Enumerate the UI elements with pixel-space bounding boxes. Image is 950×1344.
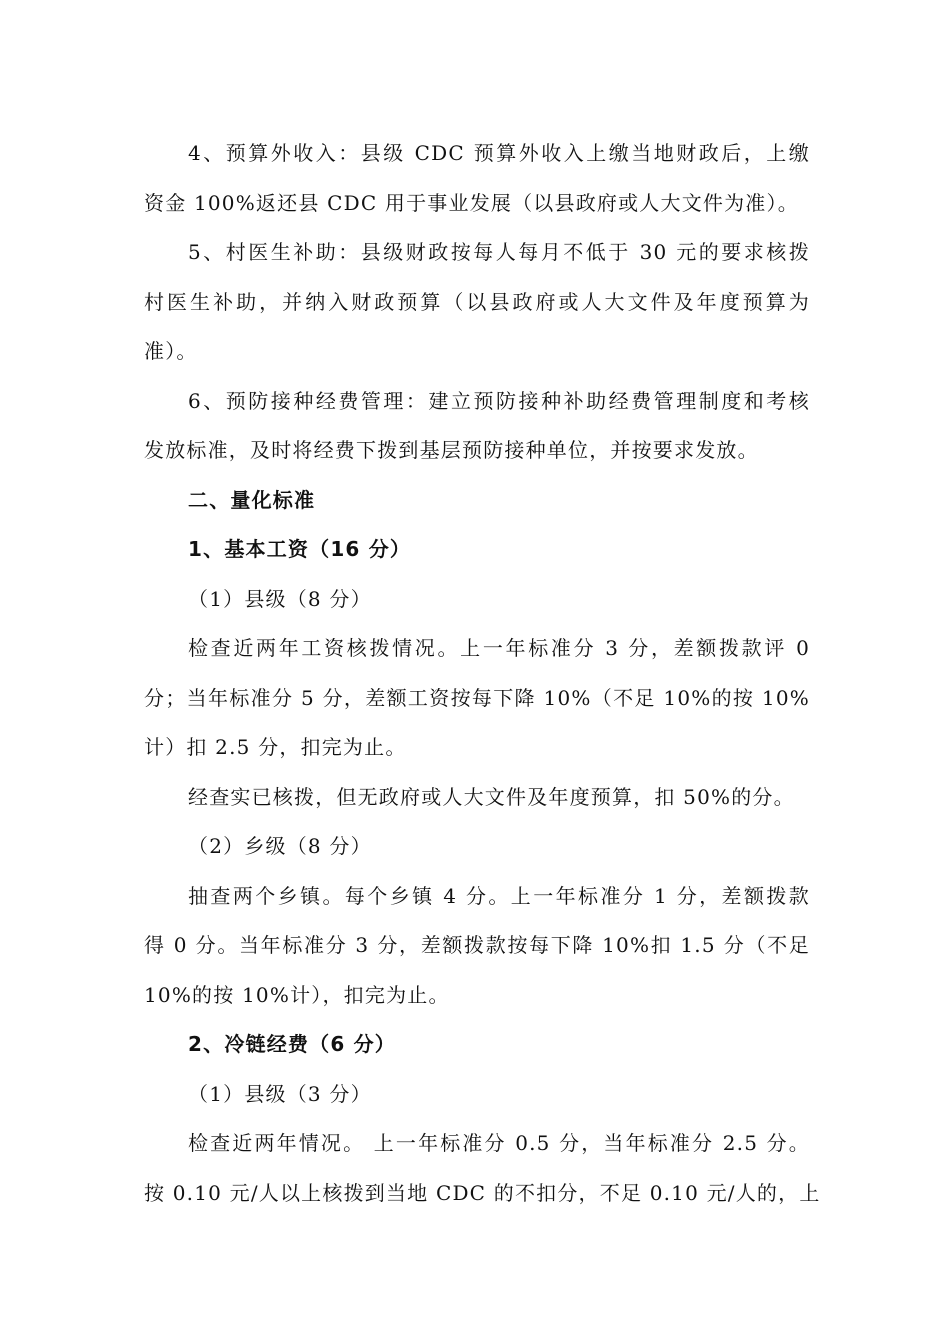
subheading-basic-salary: 1、基本工资（16 分） [188,537,412,561]
item-township-level-salary: （2）乡级（8 分） [188,834,372,858]
para-township-salary-line-1: 抽查两个乡镇。每个乡镇 4 分。上一年标准分 1 分，差额拨款 [188,883,810,908]
para-county-salary-no-document: 经查实已核拨，但无政府或人大文件及年度预算，扣 50%的分。 [188,784,795,809]
para-county-salary-check-line-1: 检查近两年工资核拨情况。上一年标准分 3 分，差额拨款评 0 [188,636,810,660]
item-county-level-cold-chain: （1）县级（3 分） [188,1081,372,1106]
para-village-doctor-subsidy-line-2: 村医生补助，并纳入财政预算（以县政府或人大文件及年度预算为 [144,289,810,314]
section-heading-quantitative-standards: 二、量化标准 [188,487,316,512]
subheading-cold-chain-fund: 2、冷链经费（6 分） [188,1032,396,1056]
para-county-salary-check-line-2: 分；当年标准分 5 分，差额工资按每下降 10%（不足 10%的按 10% [144,685,810,710]
para-cold-chain-check-line-1: 检查近两年情况。 上一年标准分 0.5 分，当年标准分 2.5 分。 [188,1131,810,1155]
para-township-salary-line-3: 10%的按 10%计），扣完为止。 [144,982,450,1007]
para-extra-budget-income-line-1: 4、预算外收入：县级 CDC 预算外收入上缴当地财政后，上缴 [188,141,810,165]
para-county-salary-check-line-3: 计）扣 2.5 分，扣完为止。 [144,735,407,759]
para-village-doctor-subsidy-line-3: 准）。 [144,339,198,363]
para-extra-budget-income-line-2: 资金 100%返还县 CDC 用于事业发展（以县政府或人大文件为准）。 [144,190,799,215]
item-county-level-salary: （1）县级（8 分） [188,586,372,611]
document-body [144,129,821,1218]
para-vaccination-fund-line-2: 发放标准，及时将经费下拨到基层预防接种单位，并按要求发放。 [144,438,759,462]
para-village-doctor-subsidy-line-1: 5、村医生补助：县级财政按每人每月不低于 30 元的要求核拨 [188,240,810,264]
para-cold-chain-check-line-2: 按 0.10 元/人以上核拨到当地 CDC 的不扣分，不足 0.10 元/人的，上 [144,1180,821,1205]
para-vaccination-fund-line-1: 6、预防接种经费管理：建立预防接种补助经费管理制度和考核 [188,388,810,413]
para-township-salary-line-2: 得 0 分。当年标准分 3 分，差额拨款按每下降 10%扣 1.5 分（不足 [144,933,810,957]
